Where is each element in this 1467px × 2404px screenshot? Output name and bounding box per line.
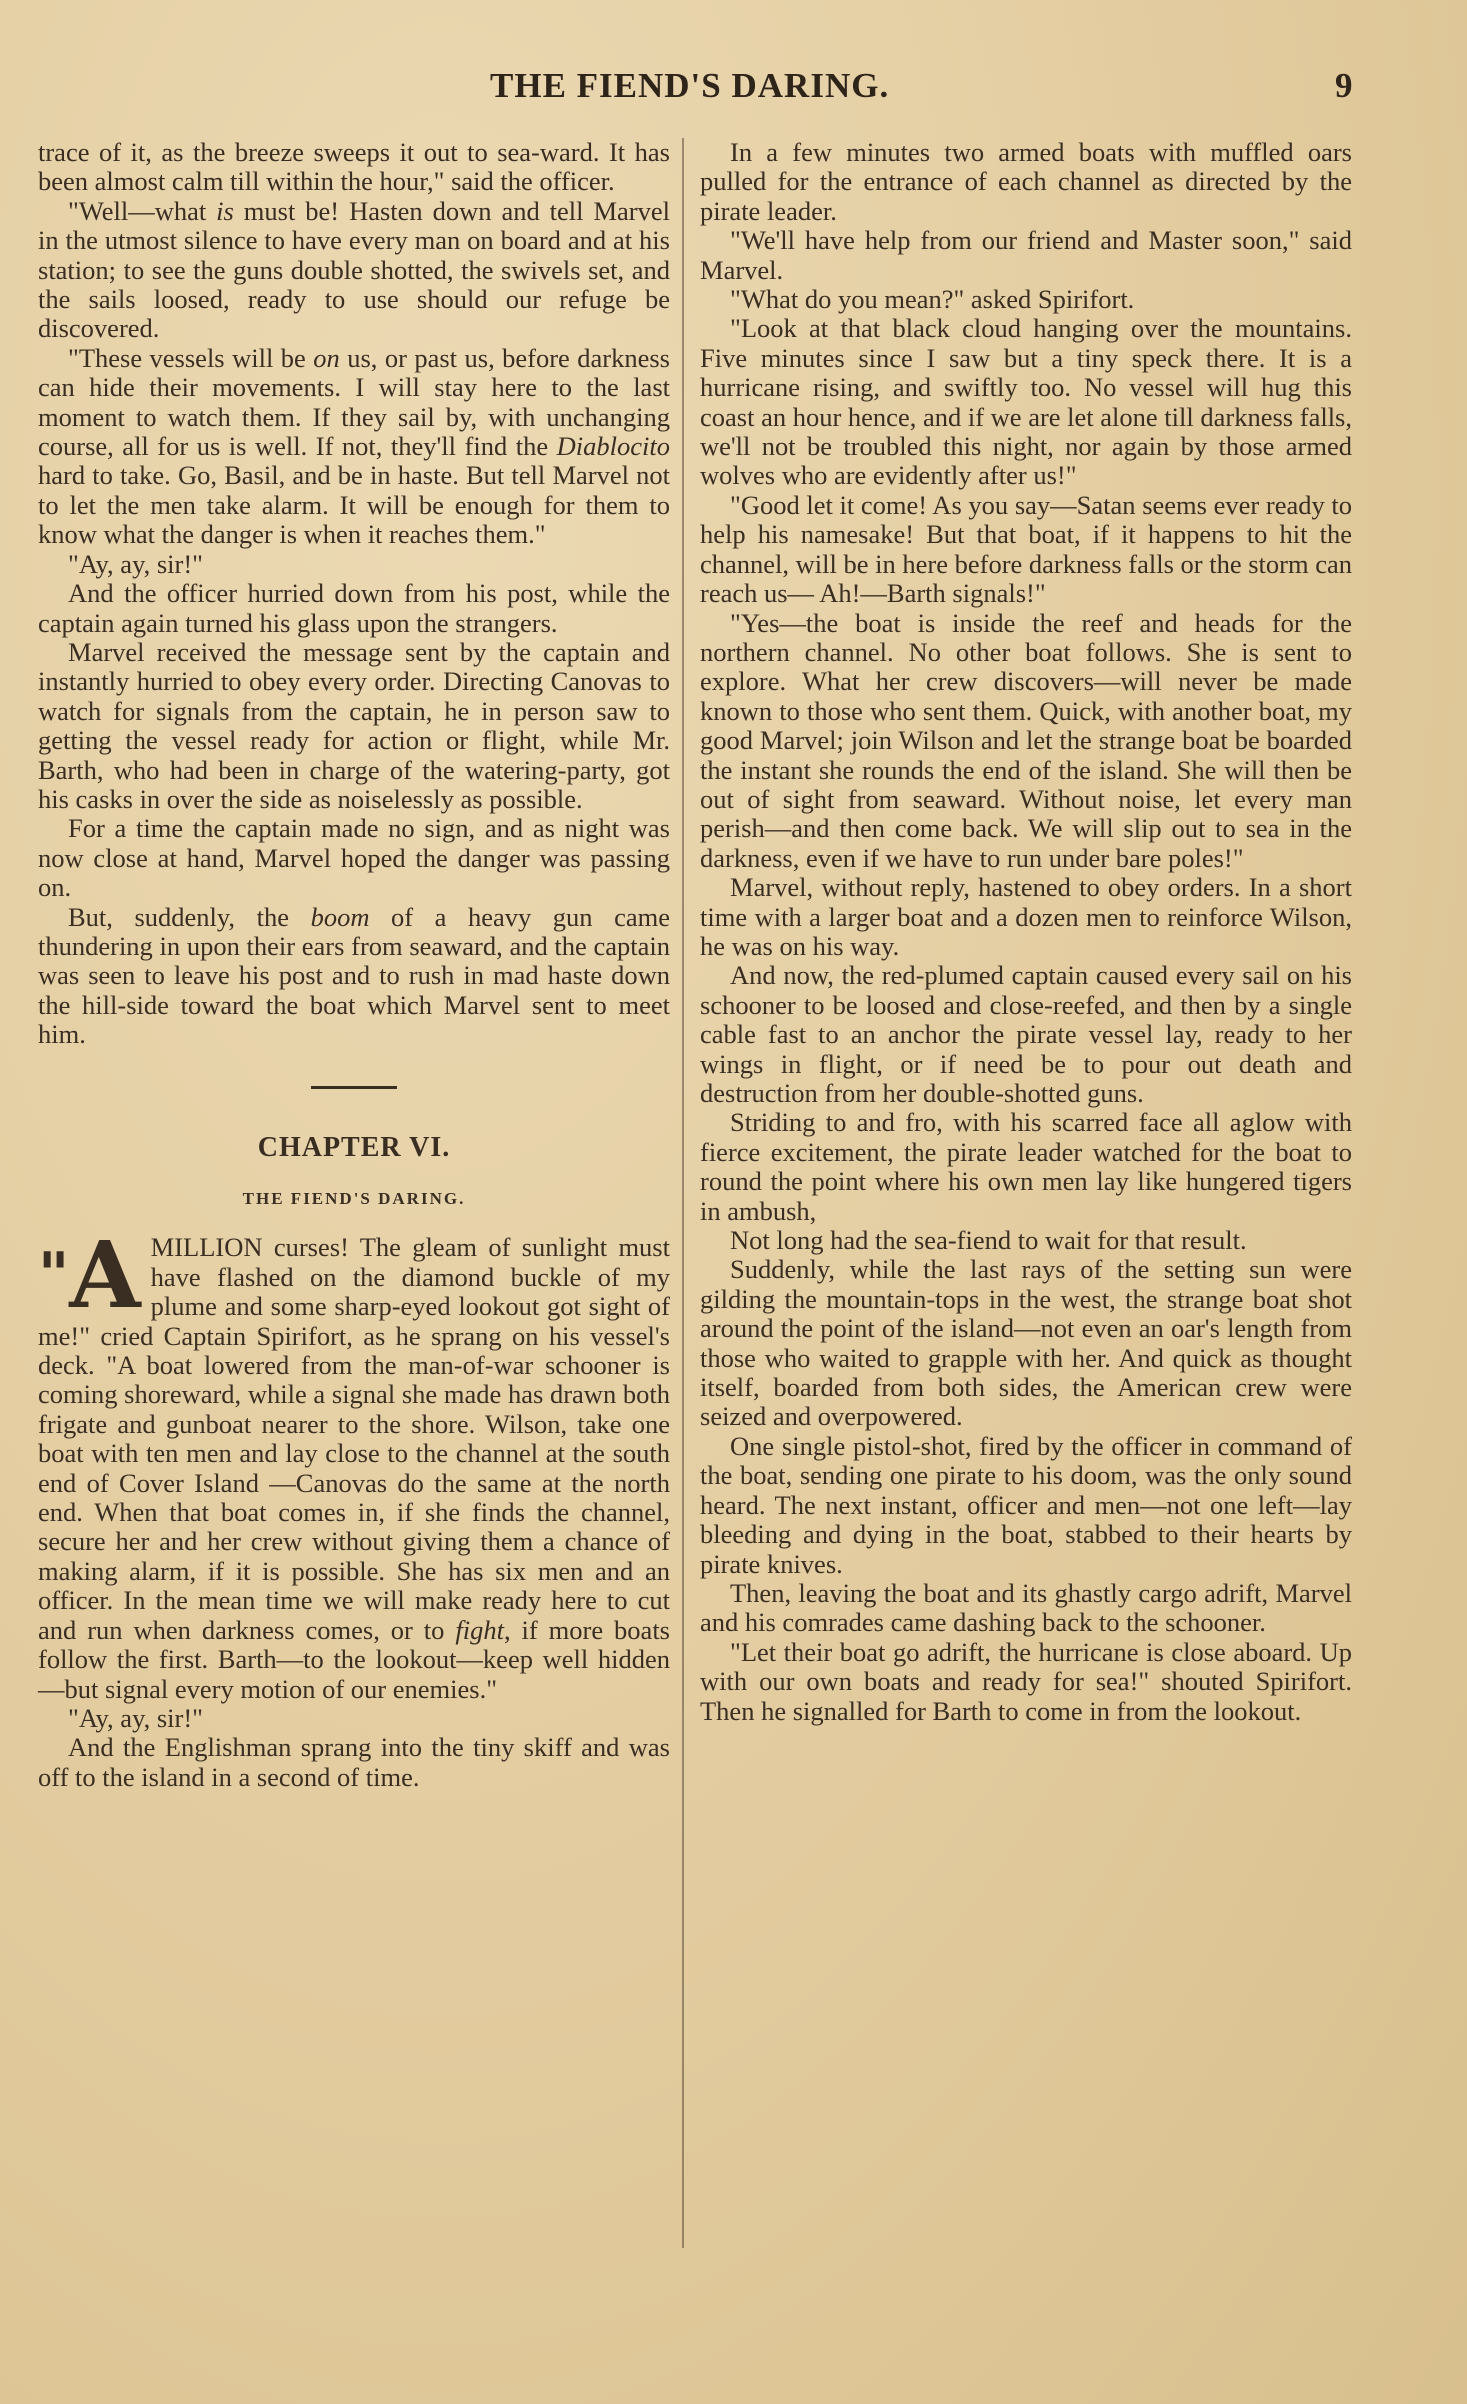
running-title: THE FIEND'S DARING. [490,66,890,105]
paragraph: In a few minutes two armed boats with muffled oars pulled for the entrance of each channel as directed by the pirate leader. [700,137,1352,226]
paragraph: And the officer hurried down from his post, while the captain again turned his glass upon the strangers. [38,578,670,638]
paragraph: One single pistol-shot, fired by the officer in command of the boat, sending one pirate to his doom, was the only sound heard. The next instant, officer and men—not one left—lay bleeding and dying in the boat, stabbed to their hearts by pirate knives. [700,1430,1352,1579]
paragraph: "Look at that black cloud hanging over the mountains. Five minutes since I saw but a tiny speck there. It is a hurricane rising, and swiftly too. No vessel will hug this coast an hour hence, and if we are let alone till darkness falls, we'll not be troubled this night, nor again by those armed wolves who are evidently after us!" [700,313,1352,491]
paragraph: And now, the red-plumed captain caused every sail on his schooner to be loosed and close-reefed, and then by a single cable fast to an anchor the pirate vessel lay, ready to her wings in flight, or if need be to pour out death and destruction from her double-shotted guns. [700,960,1352,1108]
paragraph: And the Englishman sprang into the tiny skiff and was off to the island in a second of time. [38,1732,670,1792]
chapter-heading: CHAPTER VI. [257,1131,451,1163]
paragraph: "Good let it come! As you say—Satan seems ever ready to help his namesake! But that boat, if it happens to hit the channel, will be in here before darkness falls or the storm can reach us— Ah!—Barth signals!" [700,489,1352,609]
paragraph: Marvel, without reply, hastened to obey orders. In a short time with a larger boat and a dozen men to reinforce Wilson, he was on his way. [700,872,1352,961]
paragraph: Suddenly, while the last rays of the setting sun were gilding the mountain-tops in the west, the strange boat shot around the point of the island—not even an oar's length from those who waited to grapple with her. And quick as thought itself, boarded from both sides, the American crew were seized and overpowered. [700,1254,1352,1432]
paragraph: For a time the captain made no sign, and as night was now close at hand, Marvel hoped the danger was passing on. [38,813,670,903]
paragraph: Marvel received the message sent by the captain and instantly hurried to obey every order. Directing Canovas to watch for signals from the captain, he in person saw to getting the vessel ready for action or flight, while Mr. Barth, who had been in charge of the watering-party, got his casks in over the side as noiselessly as possible. [38,636,670,814]
paragraph: "We'll have help from our friend and Master soon," said Marvel. [700,225,1352,285]
chapter-subtitle: THE FIEND'S DARING. [242,1189,466,1208]
paragraph: "These vessels will be on us, or past us, before darkness can hide their movements. I will stay here to the last moment to watch them. If they sail by, with unchanging course, all for us is well. If not, they'll find the Diablocito hard to take. Go, Basil, and be in haste. But tell Marvel not to let the men take alarm. It will be enough for them to know what the danger is when it reaches them." [38,342,670,550]
page-header [0,66,1467,116]
paragraph: "What do you mean?" asked Spirifort. [730,284,1135,315]
paragraph: Striding to and fro, with his scarred face all aglow with fierce excitement, the pirate leader watched for the boat to round the point where his own men lay like hungered tigers in ambush, [700,1107,1352,1226]
column-divider [682,138,684,2248]
drop-cap: "A [38,1221,141,1330]
page-number: 9 [1335,66,1353,105]
paragraph: But, suddenly, the boom of a heavy gun came thundering in upon their ears from seaward, and the captain was seen to leave his post and to rush in mad haste down the hill-side toward the boat which Marvel sent to meet him. [38,901,670,1050]
paragraph: "Well—what is must be! Hasten down and tell Marvel in the utmost silence to have every man on board and at his station; to see the guns double shotted, the swivels set, and the sails loosed, ready to use should our refuge be discovered. [38,195,671,344]
paragraph: "Ay, ay, sir!" [68,548,203,579]
paragraph: Then, leaving the boat and its ghastly cargo adrift, Marvel and his comrades came dashing back to the schooner. [700,1577,1352,1638]
paragraph: trace of it, as the breeze sweeps it out to sea-ward. It has been almost calm till within the hour," said the officer. [38,137,670,197]
paragraph: "Yes—the boat is inside the reef and heads for the northern channel. No other boat follows. She is sent to explore. What her crew discovers—will never be made known to those who sent them. Quick, with another boat, my good Marvel; join Wilson and let the strange boat be boarded the instant she rounds the end of the island. She will then be out of sight from seaward. Without noise, let every man perish—and then come back. We will slip out to sea in the darkness, even if we have to run under bare poles!" [700,607,1352,873]
paragraph: "Ay, ay, sir!" [68,1702,203,1733]
left-column [38,138,670,1792]
paragraph: Not long had the sea-fiend to wait for that result. [730,1225,1247,1256]
paragraph: "Let their boat go adrift, the hurricane is close aboard. Up with our own boats and ready for sea!" shouted Spirifort. Then he signalled for Barth to come in from the lookout. [700,1636,1352,1726]
right-column [700,138,1352,1726]
chapter-divider-rule [311,1086,397,1089]
paragraph: "A MILLION curses! The gleam of sunlight must have flashed on the diamond buckle of my plume and some sharp-eyed lookout got sight of me!" cried Captain Spirifort, as he sprang on his vessel's deck. "A boat lowered from the man-of-war schooner is coming shoreward, while a signal she made has drawn both frigate and gunboat nearer to the shore. Wilson, take one boat with ten men and lay close to the channel at the south end of Cover Island —Canovas do the same at the north end. When that boat comes in, if she finds the channel, secure her and her crew without giving them a chance of making alarm, if it is possible. She has six men and an officer. In the mean time we will make ready here to cut and run when darkness comes, or to fight, if more boats follow the first. Barth—to the lookout—keep well hidden—but signal every motion of our enemies." [38,1221,670,1704]
